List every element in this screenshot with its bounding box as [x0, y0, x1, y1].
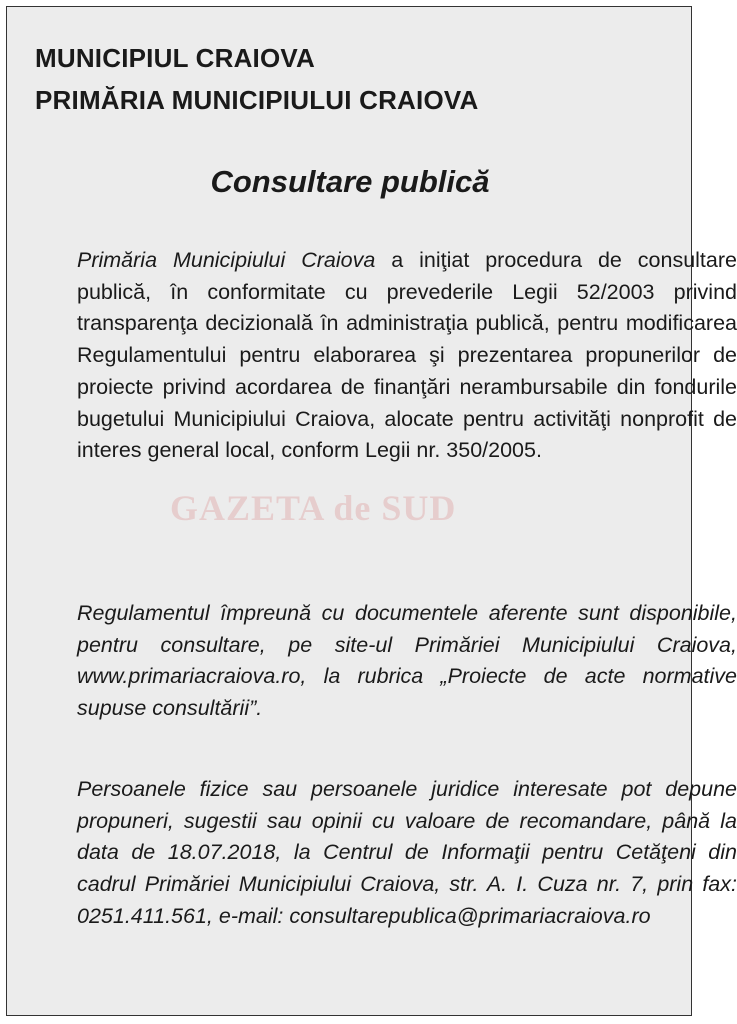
paragraph-initiation — [33, 245, 737, 467]
header-municipality: MUNICIPIUL CRAIOVA — [35, 43, 315, 73]
header-city-hall: PRIMĂRIA MUNICIPIULUI CRAIOVA — [35, 85, 479, 115]
paragraph-initiation-lead: Primăria Municipiului Craiova — [77, 248, 376, 272]
paragraph-availability: Regulamentul împreună cu documentele aferente sunt disponibile, pentru consultare, pe site-ul Primăriei Municipiului Craiova, www.primariacraiova.ro, la rubrica „Proiecte de acte normative supuse consultării”. — [77, 601, 737, 721]
watermark: GAZETA de SUD — [170, 488, 457, 528]
paragraph-submissions: Persoanele fizice sau persoanele juridice interesate pot depune propuneri, sugestii sau opinii cu valoare de recomandare, până la data de 18.07.2018, la Centrul de Informaţii pentru Cetăţeni din cadrul Primăriei Municipiului Craiova, str. A. I. Cuza nr. 7, prin fax: 0251.411.561, e-mail: consultarepublica@primariacraiova.ro — [77, 777, 737, 928]
page-title: Consultare publică — [210, 164, 490, 199]
paragraph-initiation-body: a iniţiat procedura de consultare publică, în conformitate cu prevederile Legii 52/2003 privind transparenţa decizională în administraţia publică, pentru modificarea Regulamentului pentru elaborarea şi prezentarea propunerilor de proiecte privind acordarea de finanţări nerambursabile din fondurile bugetului Municipiului Craiova, alocate pentru activităţi nonprofit de interes general local, conform Legii nr. 350/2005. — [77, 248, 737, 463]
